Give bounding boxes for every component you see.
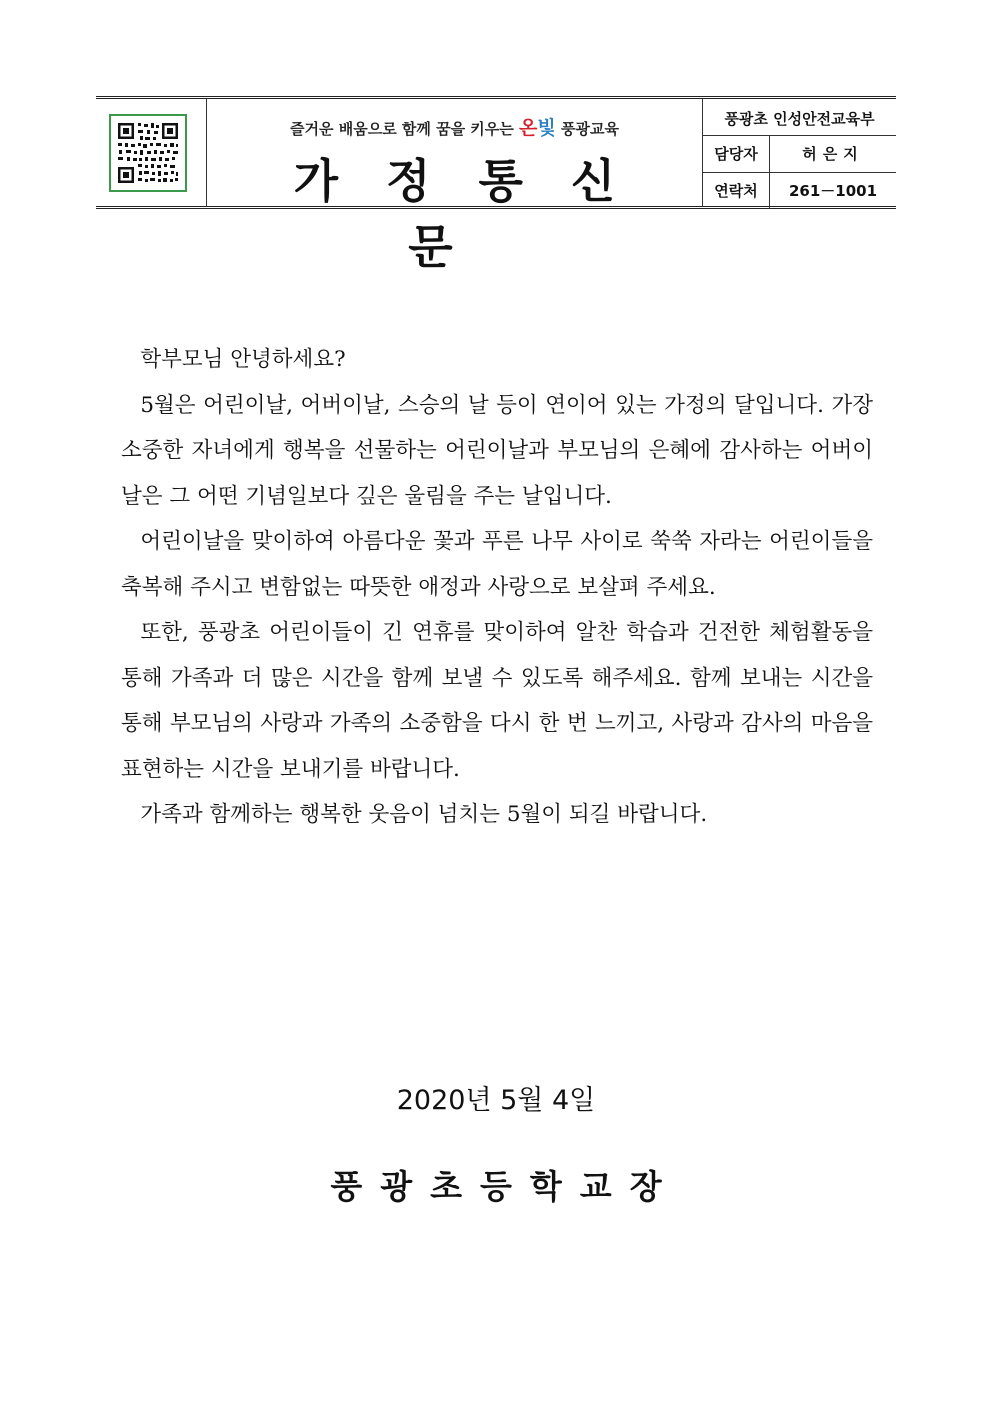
slogan (207, 113, 702, 140)
phone-label: 연락처 (703, 173, 770, 209)
qr-code-frame[interactable] (109, 114, 187, 192)
slogan-on: 온 (519, 117, 538, 139)
qr-cell (96, 99, 207, 206)
department-row (703, 99, 896, 136)
paragraph: 또한, 풍광초 어린이들이 긴 연휴를 맞이하여 알찬 학습과 건전한 체험활동을 통해 가족과 더 많은 시간을 함께 보낼 수 있도록 해주세요. 함께 보내는 시간을 통해 부모님의 사랑과 가족의 소중함을 다시 한 번 느끼고, 사랑과 감사의 마음을 표현하는 시간을 보내기를 바랍니다. (121, 620, 873, 782)
manager-row (703, 136, 896, 173)
title-cell (207, 99, 703, 274)
paragraph: 5월은 어린이날, 어버이날, 스승의 날 등이 연이어 있는 가정의 달입니다. 가장 소중한 자녀에게 행복을 선물하는 어린이날과 부모님의 은혜에 감사하는 어버이날은 그 어떤 기념일보다 깊은 울림을 주는 날입니다. (121, 392, 873, 509)
phone-value: 261－1001 (788, 182, 878, 200)
paragraph: 어린이날을 맞이하여 아름다운 꽃과 푸른 나무 사이로 쑥쑥 자라는 어린이들을 축복해 주시고 변함없는 따뜻한 애정과 사랑으로 보살펴 주세요. (121, 529, 873, 600)
phone-row (703, 173, 896, 209)
letter-date: 2020년 5월 4일 (396, 1085, 596, 1116)
signer-name: 풍광초등학교장 (330, 1167, 680, 1206)
page-title: 가정통신문 (293, 154, 664, 274)
info-cell (703, 99, 896, 206)
manager-label: 담당자 (703, 136, 770, 172)
newsletter-header (96, 96, 896, 274)
manager-value: 허은지 (802, 145, 864, 163)
letter-body (121, 337, 873, 838)
qr-code-icon (116, 121, 180, 185)
slogan-bit: 빛 (537, 117, 556, 139)
slogan-prefix: 즐거운 배움으로 함께 꿈을 키우는 (290, 120, 514, 138)
department-label: 풍광초 인성안전교육부 (724, 110, 875, 128)
paragraph-greeting: 학부모님 안녕하세요? (140, 347, 346, 372)
slogan-suffix: 풍광교육 (560, 120, 619, 138)
paragraph: 가족과 함께하는 행복한 웃음이 넘치는 5월이 되길 바랍니다. (140, 802, 708, 827)
